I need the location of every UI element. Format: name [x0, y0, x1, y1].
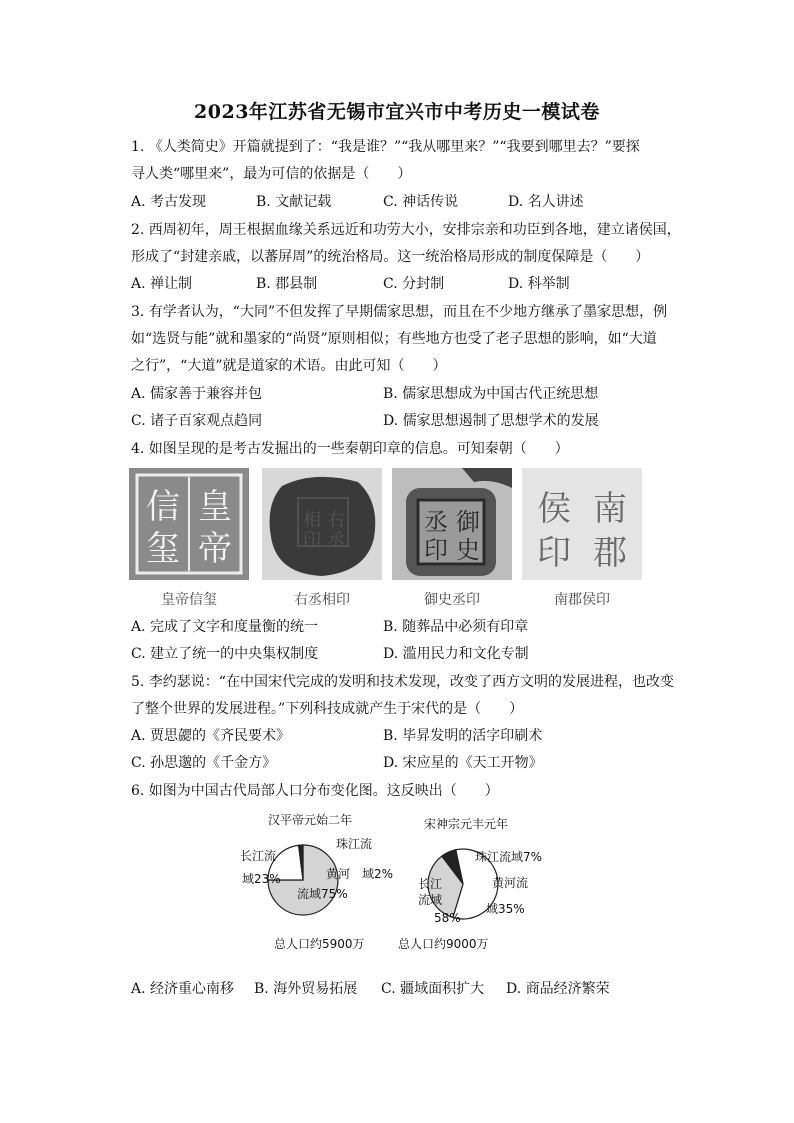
q5-stem-line1: 5. 李约瑟说：“在中国宋代完成的发明和技术发现，改变了西方文明的发展进程，也改变 [131, 674, 674, 690]
population-pie-charts [228, 808, 568, 958]
q5-option-b: B. 毕昇发明的活字印刷术 [383, 728, 543, 744]
pie-2-label-c: 域35% [486, 902, 525, 916]
q6-option-d: D. 商品经济繁荣 [506, 981, 610, 997]
q5-stem-line2: 了整个世界的发展进程。”下列科技成就产生于宋代的是（ ） [131, 701, 524, 717]
q4-stem-line1: 4. 如图呈现的是考古发掘出的一些秦朝印章的信息。可知秦朝（ ） [131, 441, 569, 457]
seal-image-4 [522, 468, 642, 580]
seal-image-2 [262, 468, 382, 580]
pie-1-label-b: 域2% [362, 867, 394, 881]
q2-option-c: C. 分封制 [383, 276, 445, 292]
seal-1-glyph-3: 信 [146, 487, 180, 527]
seal-1-glyph-2: 帝 [198, 529, 232, 569]
pie-1-label-e: 黄河 [326, 867, 351, 881]
pie-1-label-f: 流域75% [297, 887, 348, 901]
pie-2-label-b: 黄河流 [492, 876, 529, 890]
pie-1-label-d: 域23% [242, 872, 281, 886]
seal-4-glyph-2: 郡 [593, 533, 627, 573]
q1-stem-line2: 寻人类“哪里来”，最为可信的依据是（ ） [131, 166, 412, 182]
seal-4-glyph-3: 侯 [537, 489, 571, 529]
seal-3-glyph-3: 丞 [424, 508, 448, 536]
page-title: 2023年江苏省无锡市宜兴市中考历史一模试卷 [194, 101, 600, 123]
seal-figure [129, 468, 644, 613]
q3-stem-line2: 如“选贤与能”就和墨家的“尚贤”原则相似；有些地方也受了老子思想的影响，如“大道 [131, 331, 657, 347]
q6-option-b: B. 海外贸易拓展 [254, 981, 358, 997]
q1-option-d: D. 名人讲述 [508, 194, 584, 210]
q5-option-a: A. 贾思勰的《齐民要术》 [131, 728, 291, 744]
seal-2-glyph-1: 右 [327, 510, 345, 531]
pie-2-label-a: 珠江流域7% [475, 850, 543, 864]
q1-option-c: C. 神话传说 [383, 194, 459, 210]
q5-option-c: C. 孙思邈的《千金方》 [131, 755, 277, 771]
seal-4-glyph-4: 印 [537, 533, 571, 573]
pie-2-label-d: 长江 [418, 877, 443, 891]
pie-1-label-c: 长江流 [240, 849, 277, 863]
seal-1-glyph-1: 皇 [198, 487, 232, 527]
seal-3-glyph-4: 印 [424, 536, 448, 564]
seal-2-glyph-4: 印 [303, 530, 321, 551]
q4-option-c: C. 建立了统一的中央集权制度 [131, 646, 319, 662]
q4-option-a: A. 完成了文字和度量衡的统一 [131, 619, 319, 635]
q2-option-a: A. 禅让制 [131, 276, 193, 292]
seal-caption-2: 右丞相印 [294, 592, 350, 608]
q3-stem-line3: 之行”，“大道”就是道家的术语。由此可知（ ） [131, 358, 447, 374]
seal-caption-1: 皇帝信玺 [161, 592, 217, 608]
q2-option-d: D. 科举制 [508, 276, 570, 292]
seal-4-glyph-1: 南 [593, 489, 627, 529]
seal-2-glyph-2: 丞 [327, 530, 345, 551]
seal-1-glyph-4: 玺 [146, 529, 180, 569]
pie-2-label-e: 流域 [418, 893, 443, 907]
pie-1-total: 总人口约5900万 [274, 937, 365, 951]
q6-option-a: A. 经济重心南移 [131, 981, 235, 997]
q3-option-b: B. 儒家思想成为中国古代正统思想 [383, 386, 599, 402]
q4-option-d: D. 滥用民力和文化专制 [383, 646, 529, 662]
q2-stem-line2: 形成了“封建亲戚，以蕃屏周”的统治格局。这一统治格局形成的制度保障是（ ） [131, 249, 650, 265]
pie-2-title: 宋神宗元丰元年 [424, 817, 509, 831]
q1-option-a: A. 考古发现 [131, 194, 207, 210]
q1-option-b: B. 文献记载 [256, 194, 332, 210]
seal-image-3 [392, 468, 512, 580]
q3-option-c: C. 诸子百家观点趋同 [131, 413, 263, 429]
q4-option-b: B. 随葬品中必须有印章 [383, 619, 529, 635]
q6-option-c: C. 疆域面积扩大 [381, 981, 485, 997]
q1-stem-line1: 1. 《人类简史》开篇就提到了：“我是谁？”“我从哪里来？”“我要到哪里去？”要探 [131, 139, 640, 155]
q3-stem-line1: 3. 有学者认为，“大同”不但发挥了早期儒家思想，而且在不少地方继承了墨家思想，例 [131, 304, 668, 320]
q6-stem-line1: 6. 如图为中国古代局部人口分布变化图。这反映出（ ） [131, 783, 499, 799]
q3-option-d: D. 儒家思想遏制了思想学术的发展 [383, 413, 599, 429]
seal-2-glyph-3: 相 [303, 510, 321, 531]
q2-option-b: B. 郡县制 [256, 276, 318, 292]
seal-image-1 [129, 468, 249, 580]
pie-2-total: 总人口约9000万 [398, 937, 489, 951]
seal-caption-3: 御史丞印 [424, 592, 480, 608]
pie-2-label-f: 58% [434, 911, 461, 925]
pie-1-label-a: 珠江流 [336, 837, 373, 851]
seal-3-glyph-2: 史 [456, 536, 480, 564]
q2-stem-line1: 2. 西周初年，周王根据血缘关系远近和功劳大小，安排宗亲和功臣到各地，建立诸侯国， [131, 222, 681, 238]
seal-3-glyph-1: 御 [456, 508, 480, 536]
q3-option-a: A. 儒家善于兼容并包 [131, 386, 263, 402]
seal-caption-4: 南郡侯印 [554, 592, 610, 608]
pie-1-title: 汉平帝元始二年 [268, 813, 353, 827]
q5-option-d: D. 宋应星的《天工开物》 [383, 755, 543, 771]
